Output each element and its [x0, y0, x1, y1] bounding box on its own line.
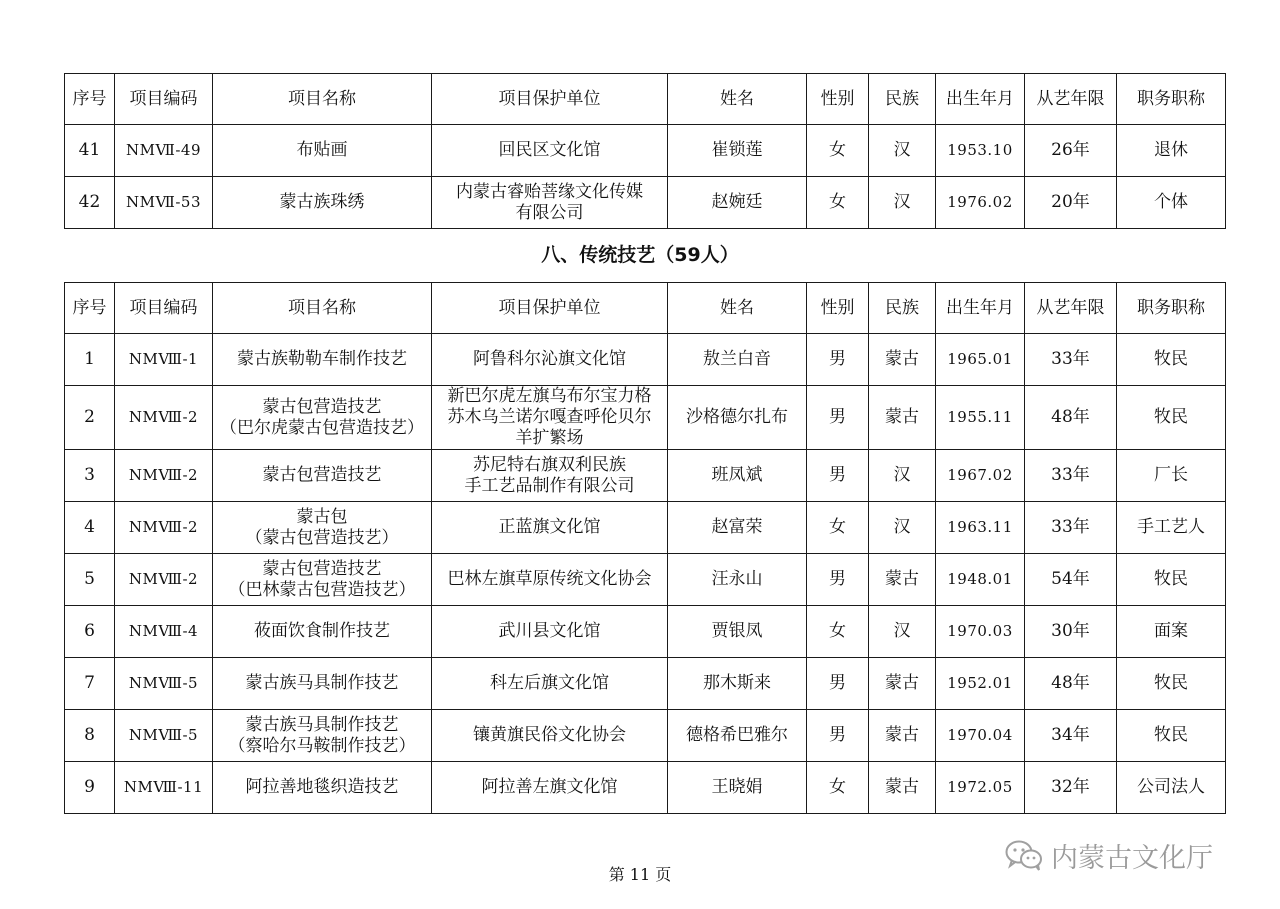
header-position: 职务职称: [1117, 283, 1226, 334]
cell-birth-date: 1970.04: [936, 710, 1025, 762]
cell-line: 蒙古包营造技艺: [262, 558, 382, 579]
table-row: [65, 762, 1226, 814]
cell-project-name: [213, 177, 432, 229]
header-ethnicity: 民族: [869, 283, 936, 334]
cell-protection-unit: [432, 762, 668, 814]
cell-ethnicity: 蒙古: [869, 658, 936, 710]
cell-line: 巴林左旗草原传统文化协会: [447, 569, 652, 589]
cell-person-name: 班凤斌: [668, 450, 807, 502]
cell-line: 阿鲁科尔沁旗文化馆: [473, 349, 626, 369]
cell-protection-unit: [432, 658, 668, 710]
cell-position: 牧民: [1117, 658, 1226, 710]
cell-sex: 女: [807, 606, 869, 658]
cell-ethnicity: 蒙古: [869, 386, 936, 450]
cell-line: 苏木乌兰诺尔嘎查呼伦贝尔: [447, 407, 652, 427]
cell-ethnicity: 汉: [869, 125, 936, 177]
cell-years-practice: 54年: [1025, 554, 1117, 606]
cell-years-practice: 48年: [1025, 386, 1117, 450]
table-row: [65, 125, 1226, 177]
table-row: [65, 386, 1226, 450]
header-person-name: 姓名: [668, 74, 807, 125]
cell-sex: 男: [807, 710, 869, 762]
cell-protection-unit: [432, 386, 668, 450]
cell-protection-unit: [432, 606, 668, 658]
cell-line: 科左后旗文化馆: [490, 673, 609, 693]
cell-position: 牧民: [1117, 554, 1226, 606]
cell-project-name: [213, 125, 432, 177]
cell-line: 武川县文化馆: [498, 621, 601, 641]
cell-position: 面案: [1117, 606, 1226, 658]
cell-years-practice: 33年: [1025, 450, 1117, 502]
header-protection-unit: 项目保护单位: [432, 74, 668, 125]
header-years-practice: 从艺年限: [1025, 74, 1117, 125]
cell-project-code: NMⅧ-2: [115, 386, 213, 450]
cell-index: 42: [65, 177, 115, 229]
table-row: [65, 710, 1226, 762]
page-number: 第 11 页: [608, 865, 672, 884]
cell-project-name: [213, 502, 432, 554]
cell-years-practice: 26年: [1025, 125, 1117, 177]
cell-index: 7: [65, 658, 115, 710]
cell-project-code: NMⅧ-2: [115, 450, 213, 502]
header-sex: 性别: [807, 74, 869, 125]
table-row: [65, 334, 1226, 386]
cell-line: （巴尔虎蒙古包营造技艺）: [220, 417, 424, 438]
cell-protection-unit: [432, 177, 668, 229]
header-position: 职务职称: [1117, 74, 1226, 125]
cell-protection-unit: [432, 125, 668, 177]
table-row: [65, 177, 1226, 229]
cell-index: 5: [65, 554, 115, 606]
cell-line: 内蒙古睿贻菩缘文化传媒: [456, 181, 643, 202]
cell-project-name: [213, 334, 432, 386]
cell-index: 41: [65, 125, 115, 177]
header-project-name: 项目名称: [213, 74, 432, 125]
cell-line: 手工艺品制作有限公司: [464, 475, 635, 496]
cell-person-name: 敖兰白音: [668, 334, 807, 386]
cell-line: 蒙古包营造技艺: [262, 465, 382, 485]
cell-line: 新巴尔虎左旗乌布尔宝力格: [447, 386, 652, 406]
cell-position: 牧民: [1117, 710, 1226, 762]
header-index: 序号: [65, 74, 115, 125]
cell-protection-unit: [432, 450, 668, 502]
cell-line: 镶黄旗民俗文化协会: [473, 725, 626, 745]
cell-line: 蒙古族珠绣: [279, 192, 365, 212]
cell-ethnicity: 蒙古: [869, 554, 936, 606]
cell-line: （巴林蒙古包营造技艺）: [228, 579, 416, 600]
header-birth-date: 出生年月: [936, 283, 1025, 334]
cell-index: 6: [65, 606, 115, 658]
header-person-name: 姓名: [668, 283, 807, 334]
table-header-row: [65, 283, 1226, 334]
header-project-code: 项目编码: [115, 283, 213, 334]
cell-years-practice: 33年: [1025, 502, 1117, 554]
cell-index: 1: [65, 334, 115, 386]
cell-line: 蒙古族马具制作技艺: [245, 714, 399, 735]
cell-line: 阿拉善左旗文化馆: [481, 777, 618, 797]
cell-position: 厂长: [1117, 450, 1226, 502]
cell-line: （蒙古包营造技艺）: [245, 527, 399, 548]
cell-project-code: NMⅧ-2: [115, 554, 213, 606]
cell-sex: 女: [807, 177, 869, 229]
table-row: [65, 502, 1226, 554]
cell-years-practice: 20年: [1025, 177, 1117, 229]
cell-protection-unit: [432, 334, 668, 386]
cell-ethnicity: 汉: [869, 177, 936, 229]
cell-ethnicity: 蒙古: [869, 762, 936, 814]
cell-line: 蒙古包: [296, 506, 348, 527]
cell-project-code: NMⅦ-49: [115, 125, 213, 177]
cell-position: 个体: [1117, 177, 1226, 229]
cell-line: 蒙古包营造技艺: [262, 396, 382, 417]
cell-line: 回民区文化馆: [498, 140, 601, 160]
cell-project-name: [213, 606, 432, 658]
header-sex: 性别: [807, 283, 869, 334]
cell-index: 8: [65, 710, 115, 762]
cell-index: 3: [65, 450, 115, 502]
cell-position: 牧民: [1117, 334, 1226, 386]
table-row: [65, 450, 1226, 502]
cell-protection-unit: [432, 502, 668, 554]
cell-line: 羊扩繁场: [515, 428, 584, 448]
cell-birth-date: 1970.03: [936, 606, 1025, 658]
cell-index: 4: [65, 502, 115, 554]
cell-birth-date: 1965.01: [936, 334, 1025, 386]
table-row: [65, 554, 1226, 606]
cell-sex: 男: [807, 334, 869, 386]
cell-ethnicity: 汉: [869, 502, 936, 554]
cell-position: 手工艺人: [1117, 502, 1226, 554]
table-row: [65, 606, 1226, 658]
cell-project-code: NMⅧ-11: [115, 762, 213, 814]
cell-project-code: NMⅧ-1: [115, 334, 213, 386]
section-heading: 八、传统技艺（59人）: [541, 244, 739, 266]
cell-project-code: NMⅧ-2: [115, 502, 213, 554]
table-traditional-crafts: [64, 282, 1226, 814]
cell-project-name: [213, 554, 432, 606]
cell-protection-unit: [432, 554, 668, 606]
cell-years-practice: 48年: [1025, 658, 1117, 710]
cell-sex: 女: [807, 125, 869, 177]
header-project-code: 项目编码: [115, 74, 213, 125]
cell-line: （察哈尔马鞍制作技艺）: [228, 735, 416, 756]
cell-project-name: [213, 762, 432, 814]
watermark-text: 内蒙古文化厅: [1051, 842, 1213, 874]
cell-ethnicity: 汉: [869, 606, 936, 658]
cell-line: 正蓝旗文化馆: [498, 517, 601, 537]
header-project-name: 项目名称: [213, 283, 432, 334]
table-performers-top: [64, 73, 1226, 229]
cell-project-name: [213, 386, 432, 450]
cell-line: 阿拉善地毯织造技艺: [245, 777, 399, 797]
cell-person-name: 贾银凤: [668, 606, 807, 658]
cell-birth-date: 1972.05: [936, 762, 1025, 814]
cell-birth-date: 1976.02: [936, 177, 1025, 229]
cell-index: 2: [65, 386, 115, 450]
cell-line: 苏尼特右旗双利民族: [473, 454, 626, 475]
cell-years-practice: 34年: [1025, 710, 1117, 762]
cell-line: 布贴画: [296, 140, 348, 160]
cell-sex: 女: [807, 762, 869, 814]
cell-project-name: [213, 658, 432, 710]
header-years-practice: 从艺年限: [1025, 283, 1117, 334]
cell-project-code: NMⅧ-4: [115, 606, 213, 658]
cell-birth-date: 1952.01: [936, 658, 1025, 710]
watermark: [1005, 835, 1213, 875]
cell-person-name: 德格希巴雅尔: [668, 710, 807, 762]
cell-line: 有限公司: [515, 202, 584, 223]
cell-ethnicity: 蒙古: [869, 334, 936, 386]
cell-project-code: NMⅧ-5: [115, 658, 213, 710]
cell-years-practice: 32年: [1025, 762, 1117, 814]
cell-sex: 男: [807, 658, 869, 710]
cell-line: 蒙古族马具制作技艺: [245, 673, 399, 693]
cell-person-name: 汪永山: [668, 554, 807, 606]
cell-sex: 男: [807, 554, 869, 606]
cell-person-name: 崔锁莲: [668, 125, 807, 177]
cell-birth-date: 1948.01: [936, 554, 1025, 606]
cell-ethnicity: 蒙古: [869, 710, 936, 762]
cell-position: 牧民: [1117, 386, 1226, 450]
cell-birth-date: 1953.10: [936, 125, 1025, 177]
cell-sex: 女: [807, 502, 869, 554]
table-row: [65, 658, 1226, 710]
cell-birth-date: 1967.02: [936, 450, 1025, 502]
header-protection-unit: 项目保护单位: [432, 283, 668, 334]
table-header-row: [65, 74, 1226, 125]
cell-line: 蒙古族勒勒车制作技艺: [237, 349, 407, 369]
cell-person-name: 沙格德尔扎布: [668, 386, 807, 450]
cell-years-practice: 30年: [1025, 606, 1117, 658]
cell-project-name: [213, 710, 432, 762]
cell-sex: 男: [807, 386, 869, 450]
cell-project-code: NMⅧ-5: [115, 710, 213, 762]
cell-index: 9: [65, 762, 115, 814]
cell-line: 莜面饮食制作技艺: [254, 621, 390, 641]
cell-protection-unit: [432, 710, 668, 762]
cell-position: 退休: [1117, 125, 1226, 177]
cell-birth-date: 1955.11: [936, 386, 1025, 450]
cell-person-name: 赵婉廷: [668, 177, 807, 229]
cell-ethnicity: 汉: [869, 450, 936, 502]
cell-person-name: 那木斯来: [668, 658, 807, 710]
cell-years-practice: 33年: [1025, 334, 1117, 386]
cell-person-name: 王晓娟: [668, 762, 807, 814]
cell-position: 公司法人: [1117, 762, 1226, 814]
wechat-icon: [1005, 839, 1043, 871]
cell-birth-date: 1963.11: [936, 502, 1025, 554]
header-ethnicity: 民族: [869, 74, 936, 125]
header-birth-date: 出生年月: [936, 74, 1025, 125]
cell-person-name: 赵富荣: [668, 502, 807, 554]
header-index: 序号: [65, 283, 115, 334]
cell-project-name: [213, 450, 432, 502]
cell-project-code: NMⅦ-53: [115, 177, 213, 229]
cell-sex: 男: [807, 450, 869, 502]
